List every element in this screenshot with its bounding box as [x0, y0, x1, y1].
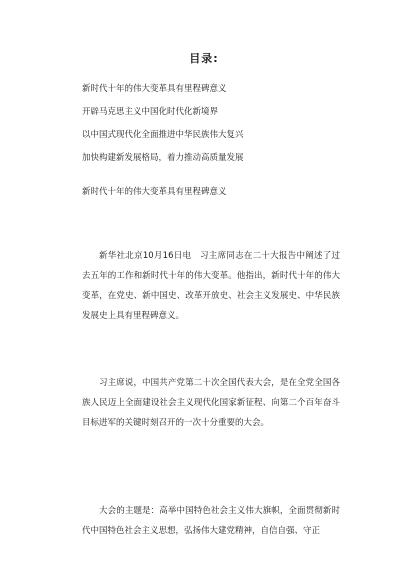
section-heading: 新时代十年的伟大变革具有里程碑意义 — [82, 187, 227, 197]
toc-title: 目录: — [189, 52, 219, 65]
toc-item[interactable]: 以中国式现代化全面推进中华民族伟大复兴 — [82, 130, 244, 140]
toc-item[interactable]: 加快构建新发展格局，着力推动高质量发展 — [82, 153, 244, 163]
toc-list — [82, 78, 244, 170]
body-paragraph: 习主席说，中国共产党第二十次全国代表大会，是在全党全国各族人民迈上全面建设社会主义现代化国家新征程、向第二个百年奋斗目标进军的关键时刻召开的一次十分重要的大会。 — [82, 378, 340, 428]
body-paragraph: 新华社北京10月16日电 习主席同志在二十大报告中阐述了过去五年的工作和新时代十年的伟大变革。他指出，新时代十年的伟大变革，在党史、新中国史、改革开放史、社会主义发展史、中华民族发展史上具有里程碑意义。 — [82, 251, 340, 321]
toc-item[interactable]: 开辟马克思主义中国化时代化新境界 — [82, 107, 219, 117]
body-paragraph: 大会的主题是：高举中国特色社会主义伟大旗帜，全面贯彻新时代中国特色社会主义思想，弘扬伟大建党精神，自信自强、守正 — [82, 506, 340, 536]
toc-item[interactable]: 新时代十年的伟大变革具有里程碑意义 — [82, 84, 227, 94]
